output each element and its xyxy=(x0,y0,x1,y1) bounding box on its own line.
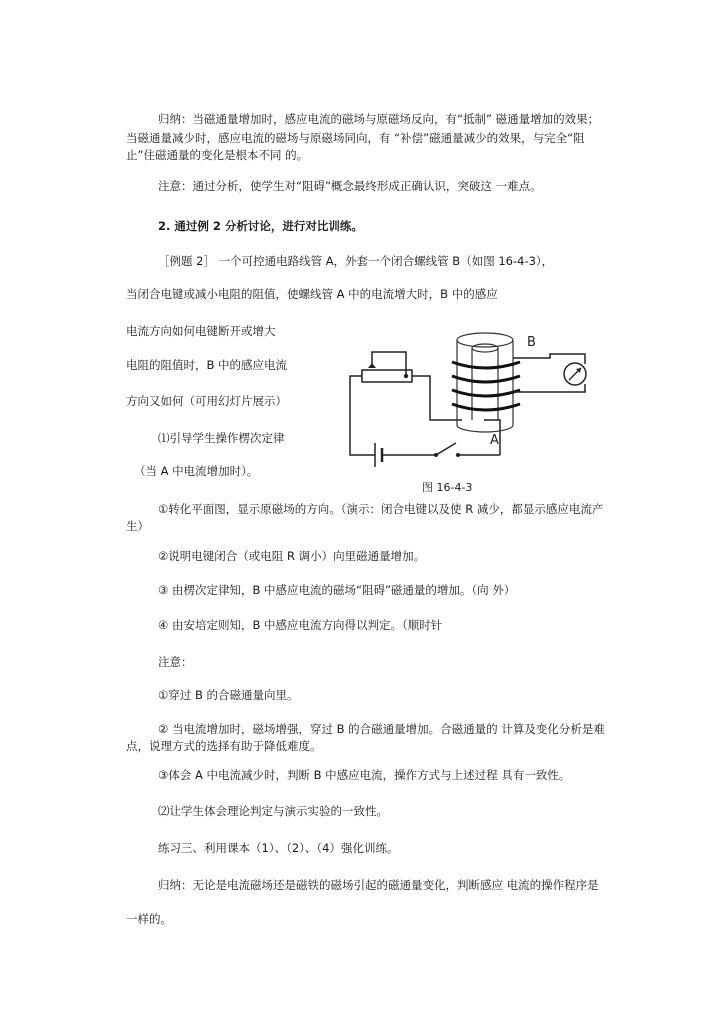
summary2-line1: 归纳：无论是电流磁场还是磁铁的磁场引起的磁通量变化，判断感应 电流的操作程序是 xyxy=(158,878,599,892)
guide1: ⑴引导学生操作楞次定律 xyxy=(158,431,285,445)
label-a: A xyxy=(490,433,499,448)
circuit-diagram-16-4-3 xyxy=(330,320,600,500)
note2-label: 注意： xyxy=(158,655,193,669)
rheostat-arrow xyxy=(368,363,376,368)
step2: ②说明电键闭合（或电阻 R 调小）向里磁通量增加。 xyxy=(158,549,426,563)
guide2: ⑵让学生体会理论判定与演示实验的一致性。 xyxy=(158,804,388,818)
label-b: B xyxy=(527,335,536,350)
circuit-svg xyxy=(330,320,600,500)
item2-heading: 2. 通过例 2 分析讨论，进行对比训练。 xyxy=(158,219,363,233)
step1-line2: 生） xyxy=(126,519,149,533)
wire-rheostat-coil-a xyxy=(412,376,462,420)
guide1-sub: （当 A 中电流增加时）。 xyxy=(134,464,259,478)
coil-b-top-ellipse xyxy=(457,333,513,347)
summary1-line2: 当磁通量减少时，感应电流的磁场与原磁场同向，有 “补偿”磁通量减少的效果，与完全“阻 xyxy=(126,131,585,145)
coil-winding-4 xyxy=(452,404,520,410)
note2-item2-line1: ② 当电流增加时，磁场增强，穿过 B 的合磁通量增加。合磁通量的 计算及变化分析是难 xyxy=(158,722,605,736)
example-line5: 方向又如何（可用幻灯片展示） xyxy=(126,394,287,408)
wire-left-loop xyxy=(350,376,410,455)
step4: ④ 由安培定则知，B 中感应电流方向得以判定。（顺时针 xyxy=(158,618,443,632)
switch-blade xyxy=(436,443,456,455)
step3: ③ 由楞次定律知，B 中感应电流的磁场“阻碍”磁通量的增加。（向 外） xyxy=(158,583,516,597)
coil-winding-2 xyxy=(452,376,520,382)
example-line4: 电阻的阻值时，B 中的感应电流 xyxy=(126,358,288,372)
coil-b-bottom-arc xyxy=(457,425,513,432)
coil-a-top-ellipse xyxy=(472,344,498,352)
rheostat-junction xyxy=(404,374,408,378)
summary1-line3: 止”住磁通量的变化是根本不同 的。 xyxy=(126,148,309,162)
example-line2: 当闭合电键或减小电阻的阻值，使螺线管 A 中的电流增大时，B 中的感应 xyxy=(126,287,498,301)
step1-line1: ①转化平面图，显示原磁场的方向。（演示：闭合电键以及使 R 减少，都显示感应电流产 xyxy=(158,502,604,516)
summary1-line1: 归纳：当磁通量增加时，感应电流的磁场与原磁场反向，有“抵制” 磁通量增加的效果； xyxy=(158,112,600,126)
note2-item3: ③体会 A 中电流减少时，判断 B 中感应电流，操作方式与上述过程 具有一致性。 xyxy=(158,768,571,782)
wire-b-top xyxy=(513,354,565,358)
coil-winding-1 xyxy=(452,362,520,368)
note1: 注意：通过分析，使学生对“阻碍”概念最终形成正确认识，突破这 一难点。 xyxy=(158,179,542,193)
figure-caption: 图 16-4-3 xyxy=(422,481,473,494)
exercise3: 练习三、利用课本（1）、（2）、（4）强化训练。 xyxy=(158,841,399,855)
coil-winding-3 xyxy=(452,390,520,396)
note2-item1: ①穿过 B 的合磁通量向里。 xyxy=(158,688,299,702)
example-line3: 电流方向如何电键断开或增大 xyxy=(126,324,276,338)
example-line1: ［例题 2］ 一个可控通电路线管 A，外套一个闭合螺线管 B（如图 16-4-3）， xyxy=(158,254,554,268)
note2-item2-line2: 点，说理方式的选择有助于降低难度。 xyxy=(126,739,322,753)
summary2-line2: 一样的。 xyxy=(126,912,172,926)
